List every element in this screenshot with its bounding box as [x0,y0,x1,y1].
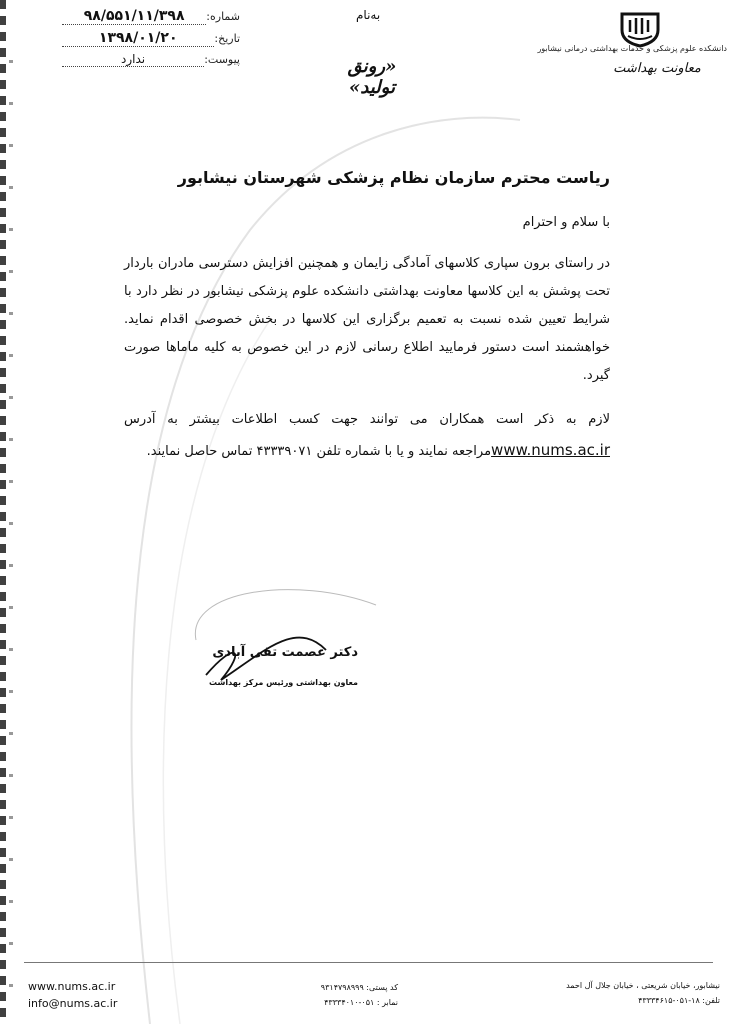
footer-website[interactable]: www.nums.ac.ir [28,980,116,993]
footer-fax: نمابر : ۰۵۱-۴۳۳۳۴۰۱۰ [324,998,398,1008]
footer-divider [24,962,713,963]
footer-email[interactable]: info@nums.ac.ir [28,997,118,1011]
footer-contact-web [28,978,117,1012]
paragraph-1: در راستای برون سپاری کلاسهای آمادگی زایمان و همچنین افزایش دسترسی مادران باردار تحت پوشش به این کلاسها معاونت بهداشتی دانشکده علوم پزشکی نیشابور در نظر دارد با شرایط تعیین شده نسبت به تعمیم برگزاری این کلاسها در بخش خصوصی اقدام نماید. خواهشمند است دستور فرمایید اطلاع رسانی لازم در این خصوص به کلیه ماماها صورت گیرد. [124,256,610,383]
slogan: «رونق تولید» [347,56,397,98]
website-link[interactable]: www.nums.ac.ir [491,440,610,459]
footer-postal [286,980,398,1010]
letter-body [124,168,610,482]
footer-address: نیشابور، خیابان شریعتی ، خیابان جلال آل احمد [566,981,720,990]
recipient-title: ریاست محترم سازمان نظام پزشکی شهرستان نیشابور [177,168,610,187]
signatory-name: دکتر عصمت تقی آبادی [212,645,358,660]
signatory-role: معاون بهداشتی ورئیس مرکز بهداشت [209,678,358,687]
letter-date-label: تاریخ: [214,32,240,45]
organization-name [537,44,727,76]
footer-phone: تلفن: ۱۸-۰۵۱-۴۳۳۳۴۶۱۵ [638,996,720,1006]
greeting: با سلام و احترام [522,215,610,230]
paragraph-2-before: لازم به ذکر است همکاران می توانند جهت کسب اطلاعات بیشتر به آدرس [124,411,610,427]
letter-date-row [62,30,240,52]
letter-meta [62,8,240,74]
bismillah-header: به‌نام [356,8,381,22]
letter-date-value: ۱۳۹۸/۰۱/۲۰ [62,30,214,47]
letter-number-label: شماره: [206,10,240,23]
signature-block [178,645,358,687]
department-name: معاونت بهداشت [613,61,701,76]
letter-number-value: ۹۸/۵۵۱/۱۱/۳۹۸ [62,8,206,25]
university-logo-icon [616,8,664,48]
letter-attachment-row [62,52,240,74]
letter-attachment-value: ندارد [62,52,204,67]
letter-number-row [62,8,240,30]
footer-postal-code: کد پستی: ۹۳۱۴۷۹۸۹۹۹ [320,983,398,992]
paragraph-2 [124,406,610,466]
paragraph-2-after: مراجعه نمایند و یا با شماره تلفن ۴۳۳۳۹۰۷۱ تماس حاصل نمایند. [146,443,492,459]
organization-line: دانشکده علوم پزشکی و خدمات بهداشتی درمانی نیشابور [537,44,727,53]
footer-address-block [492,978,720,1008]
letter-attachment-label: پیوست: [204,53,240,66]
